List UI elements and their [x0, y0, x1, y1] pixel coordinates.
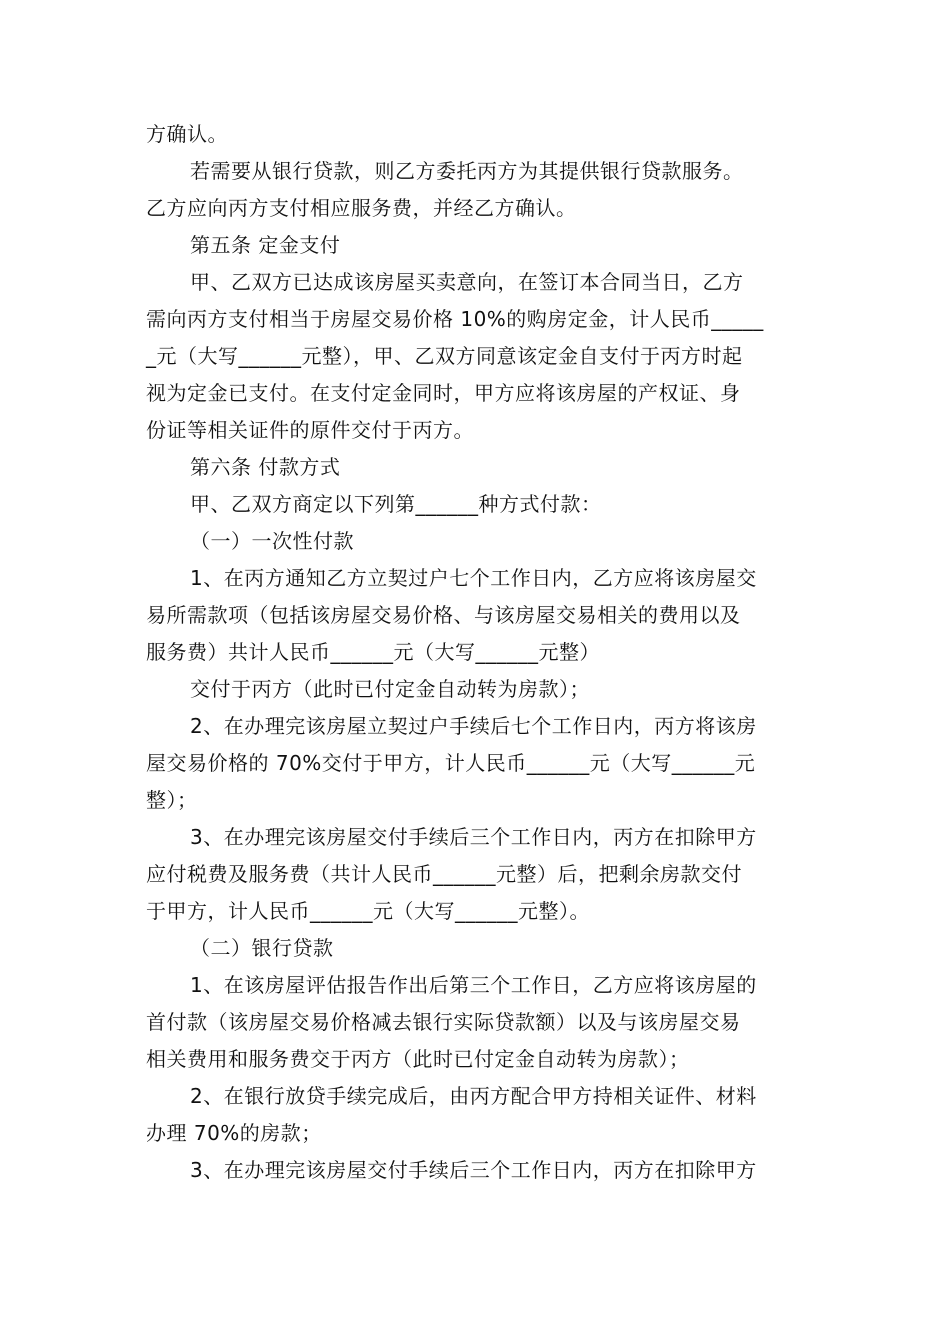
text-line: 需向丙方支付相当于房屋交易价格 10%的购房定金，计人民币_____	[146, 307, 764, 331]
text-line: 于甲方，计人民币______元（大写______元整）。	[146, 899, 590, 923]
text-line: 交付于丙方（此时已付定金自动转为房款）；	[190, 677, 590, 701]
text-line: 3、在办理完该房屋交付手续后三个工作日内，丙方在扣除甲方	[190, 1158, 757, 1182]
text-line: （一）一次性付款	[190, 529, 354, 553]
text-line: 应付税费及服务费（共计人民币______元整）后，把剩余房款交付	[146, 862, 742, 886]
text-line: 份证等相关证件的原件交付于丙方。	[146, 418, 474, 442]
text-line: 1、在丙方通知乙方立契过户七个工作日内，乙方应将该房屋交	[190, 566, 757, 590]
text-line: 乙方应向丙方支付相应服务费，并经乙方确认。	[146, 196, 577, 220]
text-line: 整）；	[146, 788, 198, 812]
text-line: 若需要从银行贷款，则乙方委托丙方为其提供银行贷款服务。	[190, 159, 744, 183]
text-line: 相关费用和服务费交于丙方（此时已付定金自动转为房款）；	[146, 1047, 690, 1071]
document-body	[146, 116, 810, 1189]
text-line: 第六条 付款方式	[190, 455, 341, 479]
text-line: 1、在该房屋评估报告作出后第三个工作日，乙方应将该房屋的	[190, 973, 757, 997]
text-line: 3、在办理完该房屋交付手续后三个工作日内，丙方在扣除甲方	[190, 825, 757, 849]
text-line: 2、在银行放贷手续完成后，由丙方配合甲方持相关证件、材料	[190, 1084, 757, 1108]
text-line: 2、在办理完该房屋立契过户手续后七个工作日内，丙方将该房	[190, 714, 757, 738]
text-line: 视为定金已支付。在支付定金同时，甲方应将该房屋的产权证、身	[146, 381, 741, 405]
text-line: _元（大写______元整），甲、乙双方同意该定金自支付于丙方时起	[146, 344, 743, 368]
text-line: 方确认。	[146, 122, 228, 146]
text-line: 首付款（该房屋交易价格减去银行实际贷款额）以及与该房屋交易	[146, 1010, 741, 1034]
text-line: 办理 70%的房款；	[146, 1121, 322, 1145]
text-line: （二）银行贷款	[190, 936, 334, 960]
text-line: 服务费）共计人民币______元（大写______元整）	[146, 640, 600, 664]
text-line: 屋交易价格的 70%交付于甲方，计人民币______元（大写______元	[146, 751, 756, 775]
text-line: 易所需款项（包括该房屋交易价格、与该房屋交易相关的费用以及	[146, 603, 741, 627]
text-line: 第五条 定金支付	[190, 233, 341, 257]
text-line: 甲、乙双方已达成该房屋买卖意向，在签订本合同当日，乙方	[190, 270, 744, 294]
text-line: 甲、乙双方商定以下列第______种方式付款：	[190, 492, 602, 516]
